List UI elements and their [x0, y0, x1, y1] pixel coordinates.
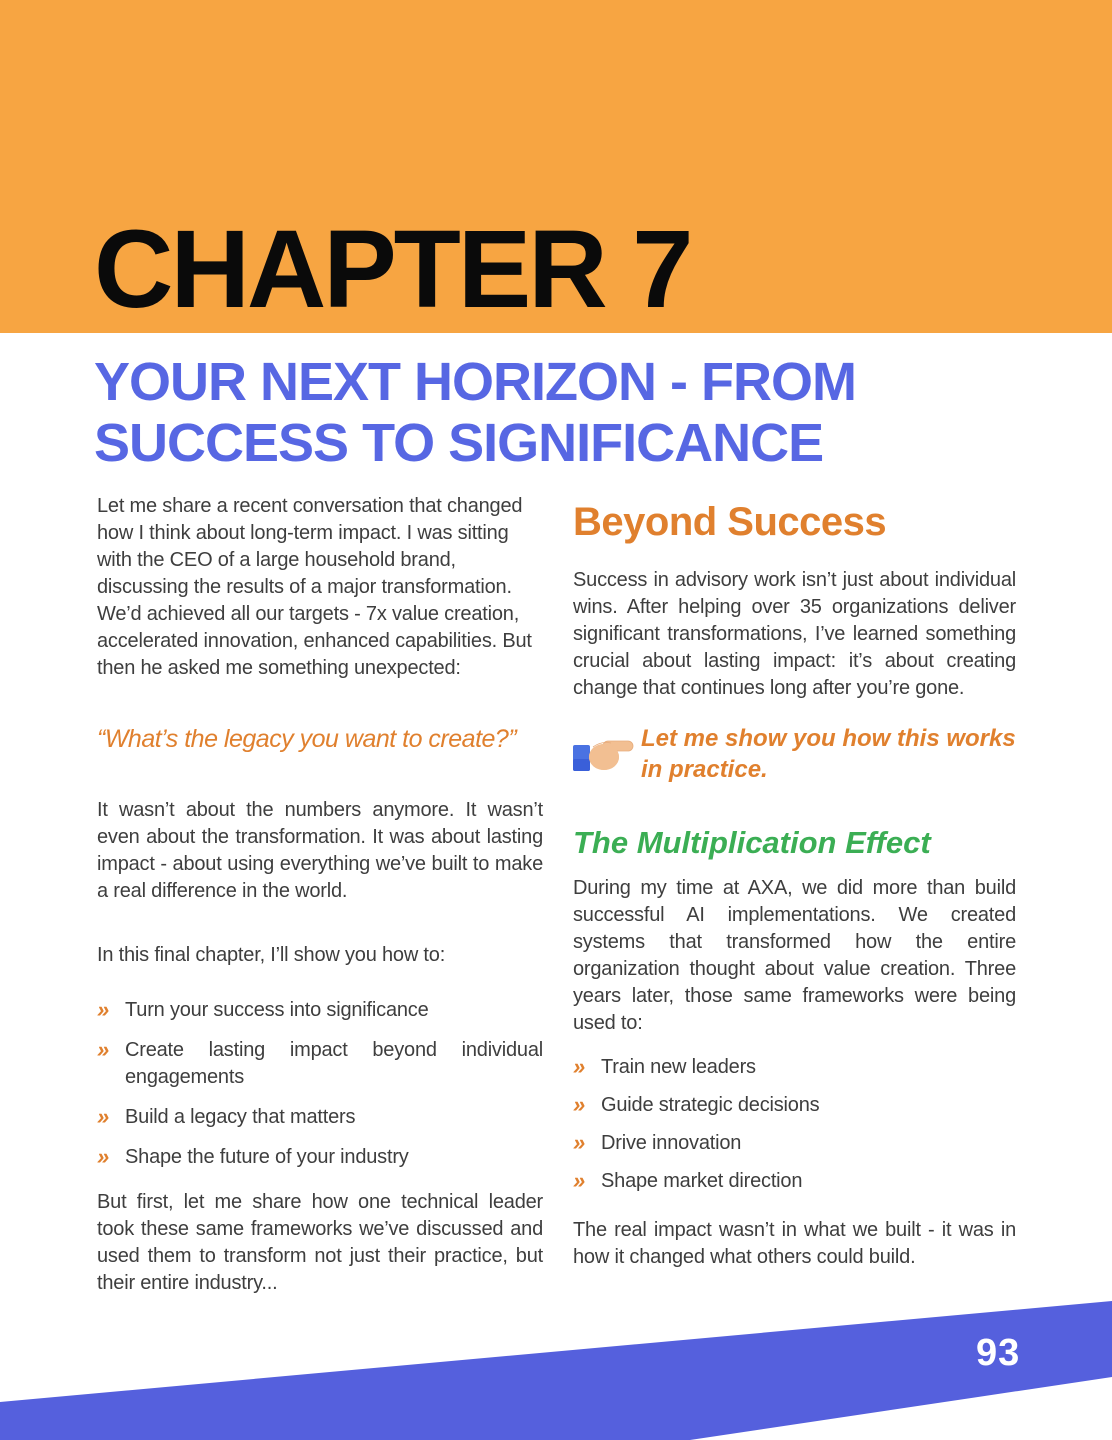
list-item-label: Build a legacy that matters	[125, 1106, 356, 1128]
pointing-finger-icon	[573, 723, 641, 780]
double-chevron-icon: »	[97, 997, 110, 1022]
list-item-label: Guide strategic decisions	[601, 1094, 820, 1116]
section-heading-beyond-success: Beyond Success	[573, 500, 887, 544]
list-item	[97, 1037, 543, 1091]
list-item	[97, 1144, 543, 1171]
double-chevron-icon: »	[97, 1144, 110, 1169]
list-item	[97, 1104, 543, 1131]
chapter-number: CHAPTER 7	[94, 208, 691, 331]
double-chevron-icon: »	[573, 1168, 586, 1193]
chapter-title: YOUR NEXT HORIZON - FROM SUCCESS TO SIGNIFICANCE	[94, 352, 856, 473]
paragraph-transition: But first, let me share how one technical leader took these same frameworks we’ve discussed and used them to transform not just their practice, but their entire industry...	[97, 1191, 543, 1294]
bullet-list	[573, 1054, 1016, 1195]
double-chevron-icon: »	[97, 1104, 110, 1129]
list-item-label: Drive innovation	[601, 1132, 742, 1154]
list-item	[573, 1168, 1016, 1195]
bullet-list	[97, 997, 543, 1171]
double-chevron-icon: »	[573, 1092, 586, 1117]
double-chevron-icon: »	[573, 1130, 586, 1155]
list-item-label: Shape market direction	[601, 1170, 803, 1192]
right-column	[573, 484, 1016, 1271]
list-item	[97, 997, 543, 1024]
callout	[573, 723, 1016, 785]
list-item	[573, 1130, 1016, 1157]
chapter-header-band	[0, 0, 1112, 333]
list-item-label: Turn your success into significance	[125, 999, 429, 1021]
list-item-label: Create lasting impact beyond individual engagements	[125, 1039, 543, 1088]
list-item-label: Shape the future of your industry	[125, 1146, 409, 1168]
paragraph-reflection: It wasn’t about the numbers anymore. It wasn’t even about the transformation. It was about lasting impact - about using everything we’ve built to make a real difference in the world.	[97, 799, 543, 902]
double-chevron-icon: »	[573, 1054, 586, 1079]
page-number: 93	[976, 1332, 1021, 1374]
pull-quote: “What’s the legacy you want to create?”	[97, 725, 517, 753]
list-item-label: Train new leaders	[601, 1056, 756, 1078]
list-intro: In this final chapter, I’ll show you how to:	[97, 944, 446, 966]
left-column	[97, 484, 543, 1297]
paragraph-multiplication: During my time at AXA, we did more than build successful AI implementations. We created systems that transformed how the entire organization thought about value creation. Three years later, those same frameworks were being used to:	[573, 877, 1016, 1034]
double-chevron-icon: »	[97, 1037, 110, 1062]
paragraph-intro: Let me share a recent conversation that changed how I think about long-term impact. I was sitting with the CEO of a large household brand, discussing the results of a major transformation. We’d achieved all our targets - 7x value creation, accelerated innovation, enhanced capabilities. But then he asked me something unexpected:	[97, 495, 532, 679]
paragraph-real-impact: The real impact wasn’t in what we built - it was in how it changed what others could build.	[573, 1219, 1016, 1268]
list-item	[573, 1092, 1016, 1119]
paragraph-beyond-success: Success in advisory work isn’t just about individual wins. After helping over 35 organizations deliver significant transformations, I’ve learned something crucial about lasting impact: it’s about creating change that continues long after you’re gone.	[573, 569, 1016, 699]
list-item	[573, 1054, 1016, 1081]
subsection-heading-multiplication-effect: The Multiplication Effect	[573, 825, 931, 860]
callout-text: Let me show you how this works in practice.	[641, 725, 1016, 783]
